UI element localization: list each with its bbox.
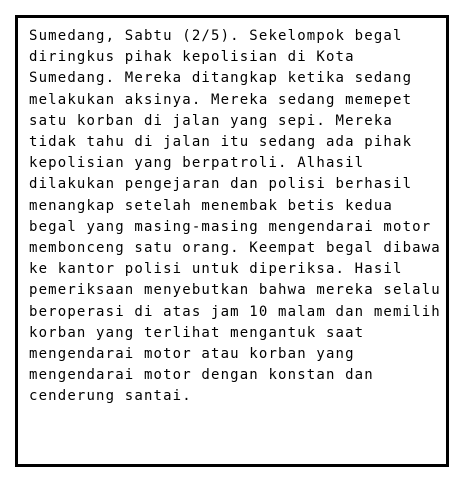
article-line-12: ke kantor polisi untuk diperiksa. Hasil	[29, 261, 403, 278]
article-line-9: menangkap setelah menembak betis kedua	[29, 197, 393, 214]
article-line-10: begal yang masing-masing mengendarai motor	[29, 218, 432, 235]
article-line-16: mengendarai motor atau korban yang	[29, 346, 355, 363]
article-line-17: mengendarai motor dengan konstan dan	[29, 367, 374, 384]
article-text	[29, 26, 441, 408]
article-line-11: membonceng satu orang. Keempat begal dibawa	[29, 240, 441, 257]
article-line-3: Sumedang. Mereka ditangkap ketika sedang	[29, 70, 413, 87]
article-line-13: pemeriksaan menyebutkan bahwa mereka selalu	[29, 282, 441, 299]
article-line-18: cenderung santai.	[29, 388, 192, 405]
article-line-8: dilakukan pengejaran dan polisi berhasil	[29, 176, 413, 193]
article-line-6: tidak tahu di jalan itu sedang ada pihak	[29, 134, 413, 151]
article-line-2: diringkus pihak kepolisian di Kota	[29, 49, 355, 66]
article-box	[15, 15, 449, 467]
article-line-5: satu korban di jalan yang sepi. Mereka	[29, 112, 393, 129]
article-line-1: Sumedang, Sabtu (2/5). Sekelompok begal	[29, 28, 403, 44]
article-line-4: melakukan aksinya. Mereka sedang memepet	[29, 91, 413, 108]
article-line-14: beroperasi di atas jam 10 malam dan memilih	[29, 303, 441, 320]
article-line-7: kepolisian yang berpatroli. Alhasil	[29, 155, 365, 172]
article-line-15: korban yang terlihat mengantuk saat	[29, 324, 365, 341]
